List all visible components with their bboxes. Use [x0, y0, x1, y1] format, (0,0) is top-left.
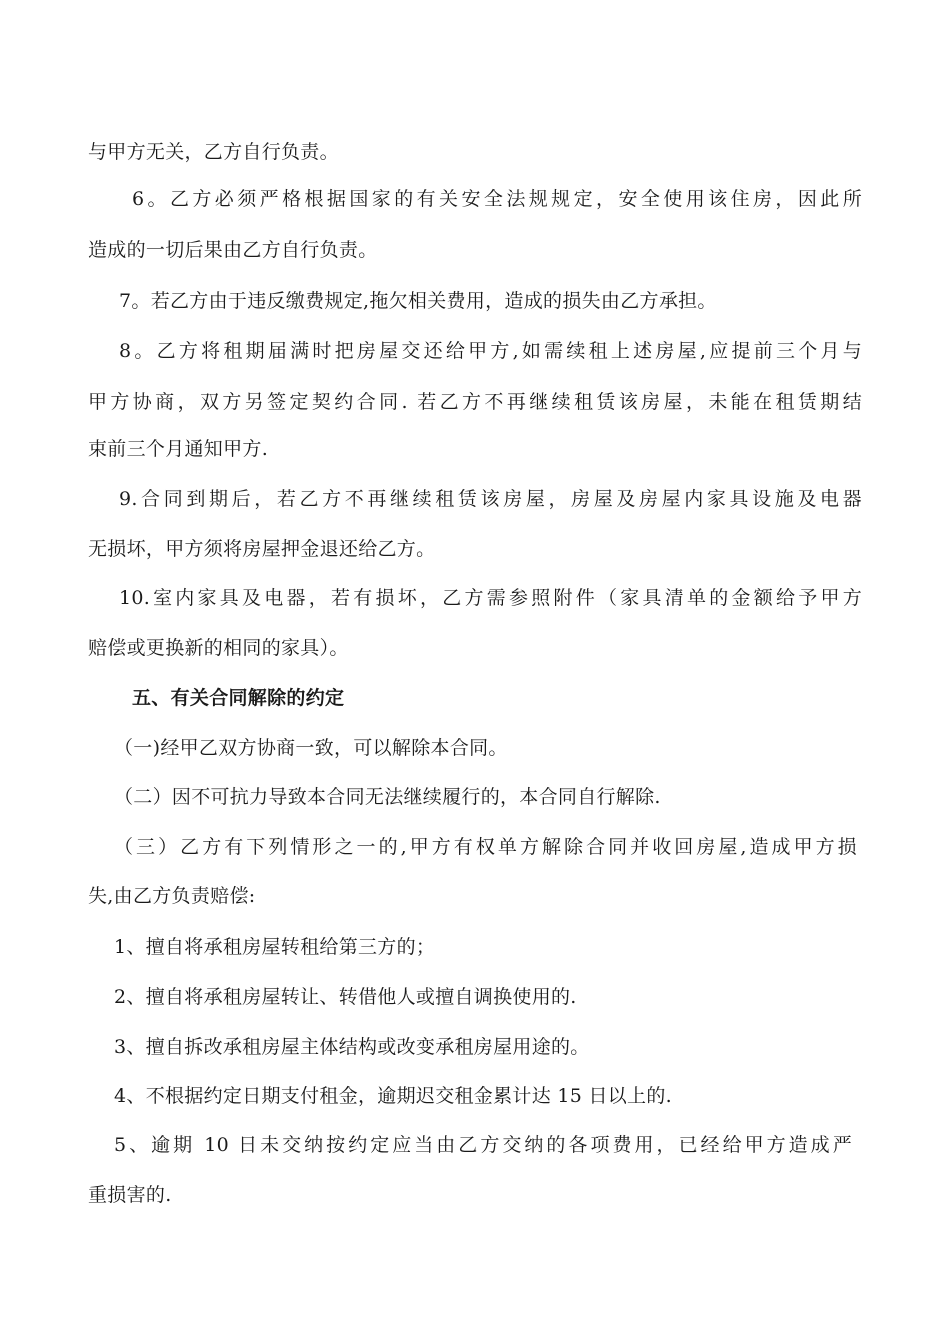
termination-item-1: （一)经甲乙双方协商一致，可以解除本合同。 [114, 737, 508, 759]
section-5-heading: 五、有关合同解除的约定 [132, 687, 345, 709]
breach-item-4: 4、不根据约定日期支付租金，逾期迟交租金累计达 15 日以上的. [114, 1085, 672, 1107]
breach-item-3: 3、擅自拆改承租房屋主体结构或改变承租房屋用途的。 [114, 1036, 590, 1058]
clause-6-line-2: 造成的一切后果由乙方自行负责。 [88, 239, 378, 261]
clause-6-line-1: 6。乙方必须严格根据国家的有关安全法规规定，安全使用该住房，因此所 [132, 188, 862, 210]
termination-item-3-line-1: （三）乙方有下列情形之一的,甲方有权单方解除合同并收回房屋,造成甲方损 [114, 836, 857, 858]
clause-7: 7。若乙方由于违反缴费规定,拖欠相关费用，造成的损失由乙方承担。 [119, 290, 717, 312]
breach-item-2: 2、擅自将承租房屋转让、转借他人或擅自调换使用的. [114, 986, 577, 1008]
text-line-1: 与甲方无关，乙方自行负责。 [88, 141, 339, 163]
breach-item-1: 1、擅自将承租房屋转租给第三方的； [114, 936, 436, 958]
breach-item-5-line-2: 重损害的. [88, 1184, 172, 1206]
clause-9-line-1: 9.合同到期后，若乙方不再继续租赁该房屋，房屋及房屋内家具设施及电器 [119, 488, 862, 510]
breach-item-5-line-1: 5、逾期 10 日未交纳按约定应当由乙方交纳的各项费用，已经给甲方造成严 [114, 1134, 852, 1156]
clause-10-line-2: 赔偿或更换新的相同的家具）。 [88, 637, 349, 659]
termination-item-2: （二）因不可抗力导致本合同无法继续履行的，本合同自行解除. [114, 786, 661, 808]
clause-8-line-2: 甲方协商，双方另签定契约合同. 若乙方不再继续租赁该房屋，未能在租赁期结 [88, 391, 862, 413]
clause-9-line-2: 无损坏，甲方须将房屋押金退还给乙方。 [88, 538, 436, 560]
clause-8-line-1: 8。乙方将租期届满时把房屋交还给甲方,如需续租上述房屋,应提前三个月与 [119, 340, 862, 362]
clause-8-line-3: 束前三个月通知甲方. [88, 438, 269, 460]
termination-item-3-line-2: 失,由乙方负责赔偿: [88, 885, 256, 907]
clause-10-line-1: 10.室内家具及电器，若有损坏，乙方需参照附件（家具清单的金额给予甲方 [119, 587, 862, 609]
